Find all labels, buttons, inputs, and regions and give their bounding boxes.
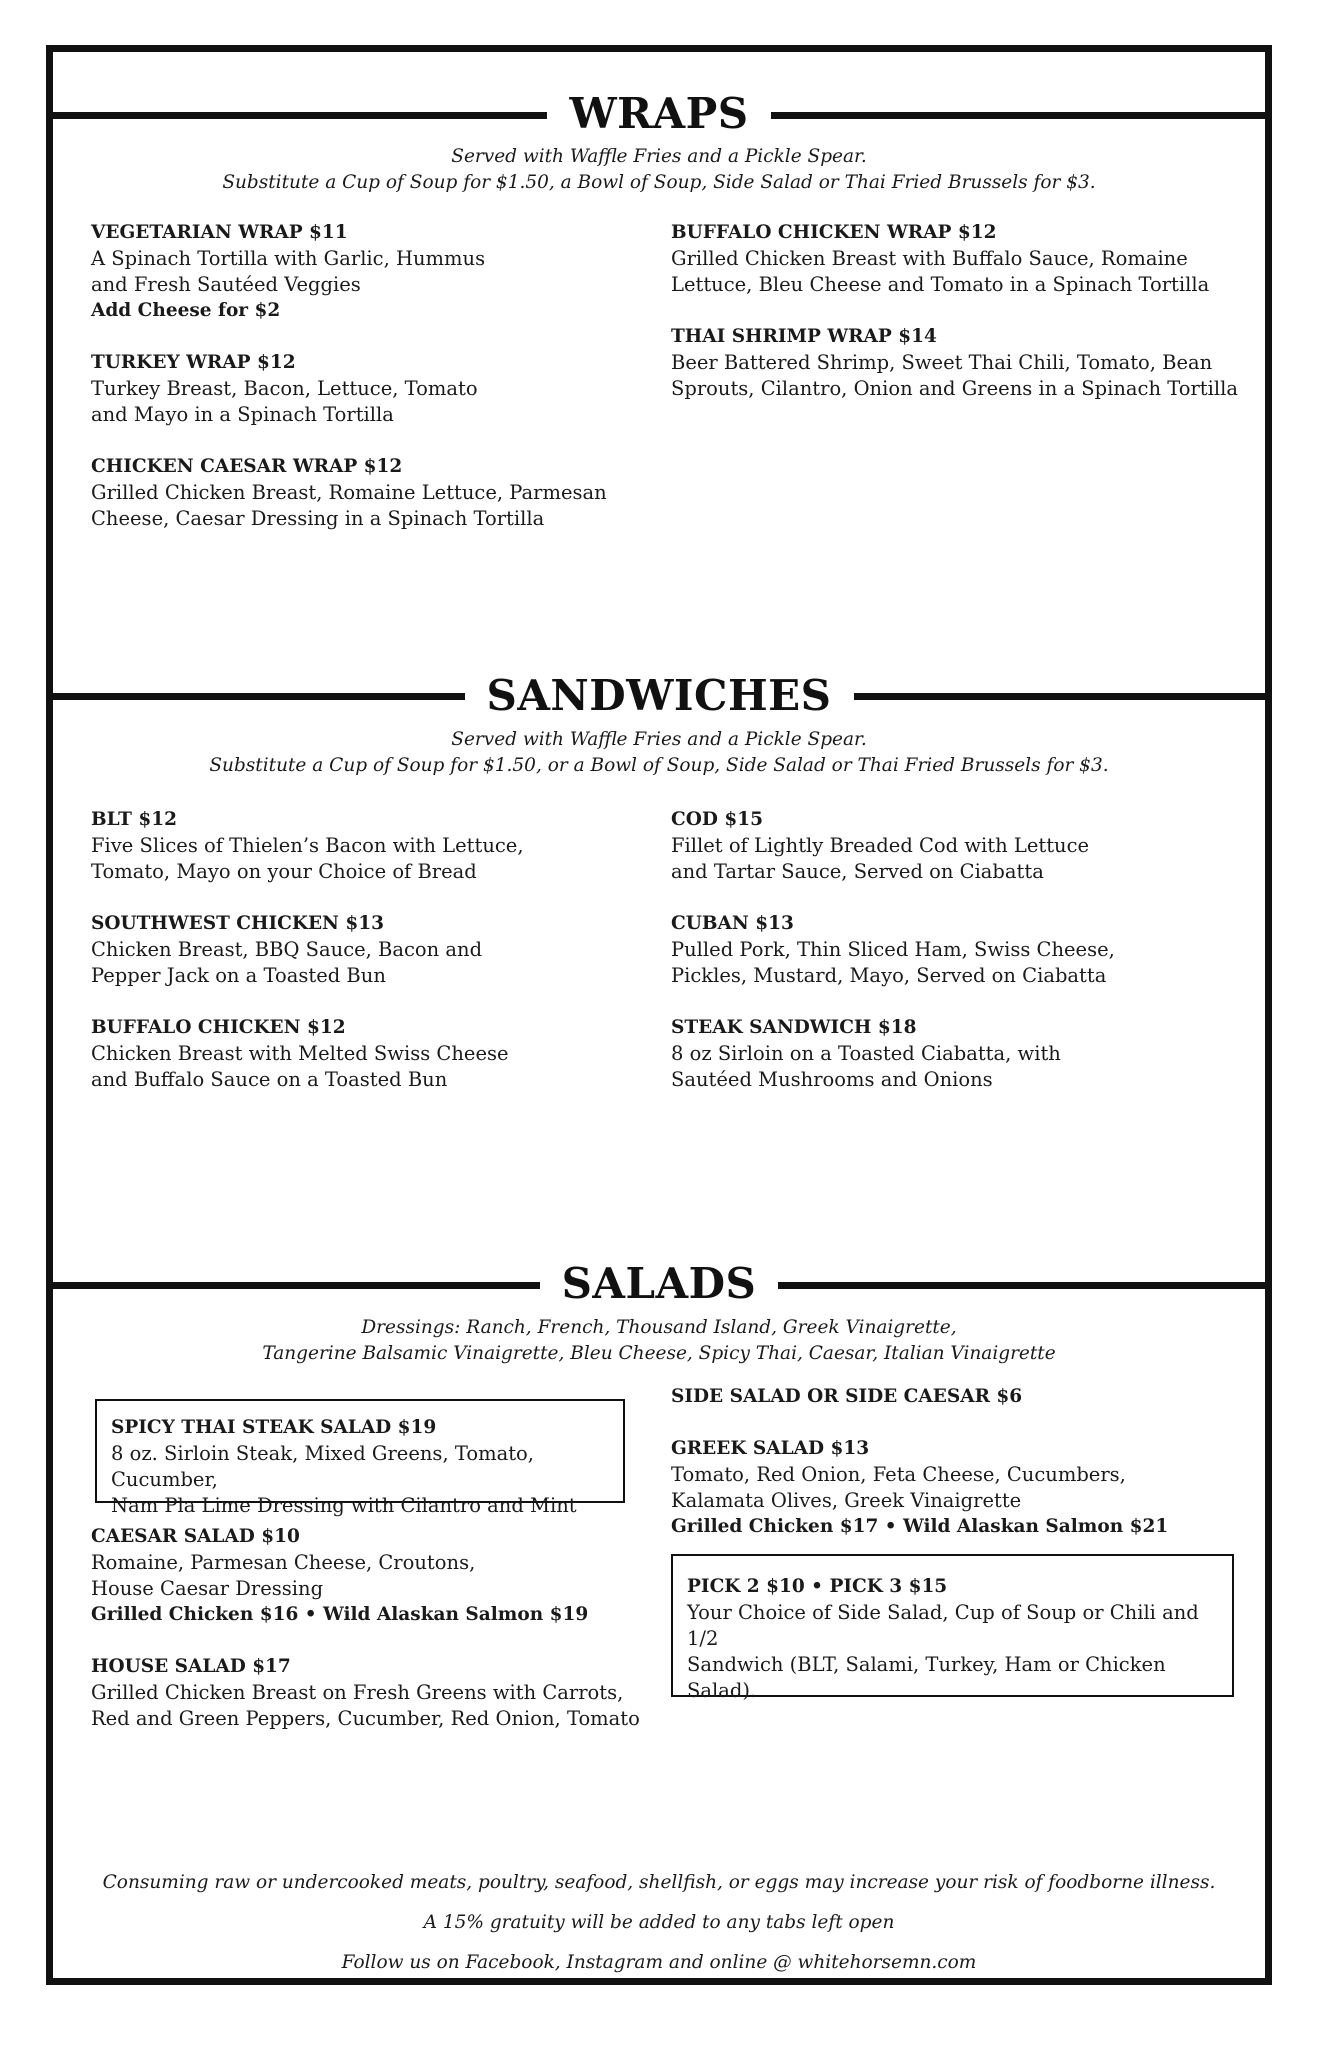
gratuity-note: A 15% gratuity will be added to any tabs left open — [423, 1912, 895, 1933]
menu-item-desc-line: Grilled Chicken Breast on Fresh Greens with Carrots, — [91, 1681, 624, 1704]
menu-item-name: BUFFALO CHICKEN $12 — [91, 1017, 346, 1038]
menu-item-name: SIDE SALAD OR SIDE CAESAR $6 — [671, 1386, 1023, 1407]
menu-item-name: CHICKEN CAESAR WRAP $12 — [91, 456, 403, 477]
menu-item-desc-line: Romaine, Parmesan Cheese, Croutons, — [91, 1551, 476, 1574]
wraps-heading — [53, 90, 1265, 138]
social-links-note: Follow us on Facebook, Instagram and online @ whitehorsemn.com — [341, 1952, 977, 1973]
salads-right-column — [671, 1384, 1251, 1566]
menu-item — [91, 454, 651, 532]
menu-item-desc-line: Sprouts, Cilantro, Onion and Greens in a Spinach Tortilla — [671, 377, 1238, 400]
menu-item-name: COD $15 — [671, 809, 763, 830]
food-safety-warning: Consuming raw or undercooked meats, poultry, seafood, shellfish, or eggs may increase your risk of foodborne illness. — [102, 1872, 1216, 1893]
pick-combo-desc-line: Your Choice of Side Salad, Cup of Soup or Chili and 1/2 — [687, 1601, 1199, 1650]
boxed-item-name: SPICY THAI STEAK SALAD $19 — [111, 1417, 437, 1438]
menu-item-name: TURKEY WRAP $12 — [91, 352, 296, 373]
wraps-note-2: Substitute a Cup of Soup for $1.50, a Bowl of Soup, Side Salad or Thai Fried Brussels for $3. — [222, 172, 1096, 193]
menu-item-desc-line: Five Slices of Thielen’s Bacon with Lettuce, — [91, 834, 524, 857]
menu-item-desc-line: Kalamata Olives, Greek Vinaigrette — [671, 1489, 1022, 1512]
menu-item — [671, 807, 1251, 885]
menu-item-desc-line: Turkey Breast, Bacon, Lettuce, Tomato — [91, 377, 478, 400]
sandwiches-title: SANDWICHES — [465, 672, 854, 720]
spicy-thai-steak-salad-box — [95, 1399, 625, 1517]
menu-item — [671, 1384, 1251, 1410]
menu-item-addon: Grilled Chicken $17 • Wild Alaskan Salmon $21 — [671, 1516, 1169, 1537]
sandwiches-right-column — [671, 807, 1251, 1119]
menu-item-name: HOUSE SALAD $17 — [91, 1656, 291, 1677]
menu-item-desc-line: and Tartar Sauce, Served on Ciabatta — [671, 860, 1044, 883]
salads-heading — [53, 1260, 1265, 1308]
menu-item-desc-line: Lettuce, Bleu Cheese and Tomato in a Spinach Tortilla — [671, 273, 1210, 296]
menu-item — [671, 324, 1251, 402]
menu-item-desc-line: Grilled Chicken Breast with Buffalo Sauce, Romaine — [671, 247, 1188, 270]
menu-item-desc-line: Red and Green Peppers, Cucumber, Red Onion, Tomato — [91, 1707, 640, 1730]
menu-item-desc-line: and Buffalo Sauce on a Toasted Bun — [91, 1068, 448, 1091]
menu-item-desc-line: House Caesar Dressing — [91, 1577, 324, 1600]
menu-item — [91, 350, 651, 428]
menu-item-desc-line: and Fresh Sautéed Veggies — [91, 273, 361, 296]
pick-combo-title: PICK 2 $10 • PICK 3 $15 — [687, 1576, 948, 1597]
menu-item-desc-line: 8 oz Sirloin on a Toasted Ciabatta, with — [671, 1042, 1061, 1065]
menu-item-name: BLT $12 — [91, 809, 177, 830]
boxed-item-desc-line: Nam Pla Lime Dressing with Cilantro and Mint — [111, 1494, 577, 1517]
salads-note-2: Tangerine Balsamic Vinaigrette, Bleu Cheese, Spicy Thai, Caesar, Italian Vinaigrette — [262, 1343, 1056, 1364]
menu-item-desc-line: Beer Battered Shrimp, Sweet Thai Chili, Tomato, Bean — [671, 351, 1213, 374]
menu-item-desc-line: Grilled Chicken Breast, Romaine Lettuce, Parmesan — [91, 481, 607, 504]
menu-item — [671, 911, 1251, 989]
menu-item-desc-line: Sautéed Mushrooms and Onions — [671, 1068, 993, 1091]
menu-item-desc-line: Chicken Breast, BBQ Sauce, Bacon and — [91, 938, 483, 961]
menu-item-desc-line: Tomato, Mayo on your Choice of Bread — [91, 860, 477, 883]
sandwiches-heading — [53, 672, 1265, 720]
menu-item-addon: Grilled Chicken $16 • Wild Alaskan Salmon $19 — [91, 1604, 589, 1625]
menu-item-name: GREEK SALAD $13 — [671, 1438, 870, 1459]
sandwiches-note-2: Substitute a Cup of Soup for $1.50, or a Bowl of Soup, Side Salad or Thai Fried Brussels for $3. — [209, 755, 1109, 776]
menu-item-name: CUBAN $13 — [671, 913, 794, 934]
menu-item — [671, 220, 1251, 298]
wraps-left-column — [91, 220, 651, 558]
wraps-note-1: Served with Waffle Fries and a Pickle Spear. — [451, 146, 867, 167]
menu-frame — [46, 45, 1272, 1985]
menu-item-desc-line: Chicken Breast with Melted Swiss Cheese — [91, 1042, 509, 1065]
menu-item — [91, 220, 651, 324]
sandwiches-left-column — [91, 807, 651, 1119]
menu-item-desc-line: and Mayo in a Spinach Tortilla — [91, 403, 394, 426]
menu-item-desc-line: A Spinach Tortilla with Garlic, Hummus — [91, 247, 486, 270]
menu-item-name: VEGETARIAN WRAP $11 — [91, 222, 348, 243]
menu-item-name: STEAK SANDWICH $18 — [671, 1017, 917, 1038]
pick-combo-box — [671, 1554, 1234, 1702]
menu-item-name: BUFFALO CHICKEN WRAP $12 — [671, 222, 997, 243]
boxed-item-desc-line: 8 oz. Sirloin Steak, Mixed Greens, Tomato, Cucumber, — [111, 1442, 534, 1491]
menu-item-desc-line: Cheese, Caesar Dressing in a Spinach Tortilla — [91, 507, 545, 530]
menu-item-desc-line: Pulled Pork, Thin Sliced Ham, Swiss Cheese, — [671, 938, 1115, 961]
menu-item — [91, 1654, 661, 1732]
salads-left-column — [91, 1524, 661, 1758]
menu-item — [671, 1015, 1251, 1093]
menu-item-addon: Add Cheese for $2 — [91, 300, 281, 321]
menu-item-desc-line: Fillet of Lightly Breaded Cod with Lettuce — [671, 834, 1090, 857]
menu-item-desc-line: Tomato, Red Onion, Feta Cheese, Cucumbers, — [671, 1463, 1126, 1486]
menu-item-desc-line: Pickles, Mustard, Mayo, Served on Ciabatta — [671, 964, 1107, 987]
wraps-right-column — [671, 220, 1251, 428]
wraps-title: WRAPS — [547, 90, 770, 138]
menu-item — [91, 807, 651, 885]
sandwiches-note-1: Served with Waffle Fries and a Pickle Spear. — [451, 729, 867, 750]
pick-combo-desc-line: Sandwich (BLT, Salami, Turkey, Ham or Chicken Salad). — [687, 1653, 1166, 1702]
menu-item — [671, 1436, 1251, 1540]
menu-item-name: THAI SHRIMP WRAP $14 — [671, 326, 937, 347]
salads-title: SALADS — [540, 1260, 779, 1308]
menu-item-name: CAESAR SALAD $10 — [91, 1526, 300, 1547]
salads-note-1: Dressings: Ranch, French, Thousand Island, Greek Vinaigrette, — [361, 1317, 957, 1338]
menu-item — [91, 911, 651, 989]
menu-item-desc-line: Pepper Jack on a Toasted Bun — [91, 964, 386, 987]
menu-item — [91, 1015, 651, 1093]
menu-item-name: SOUTHWEST CHICKEN $13 — [91, 913, 385, 934]
menu-item — [91, 1524, 661, 1628]
